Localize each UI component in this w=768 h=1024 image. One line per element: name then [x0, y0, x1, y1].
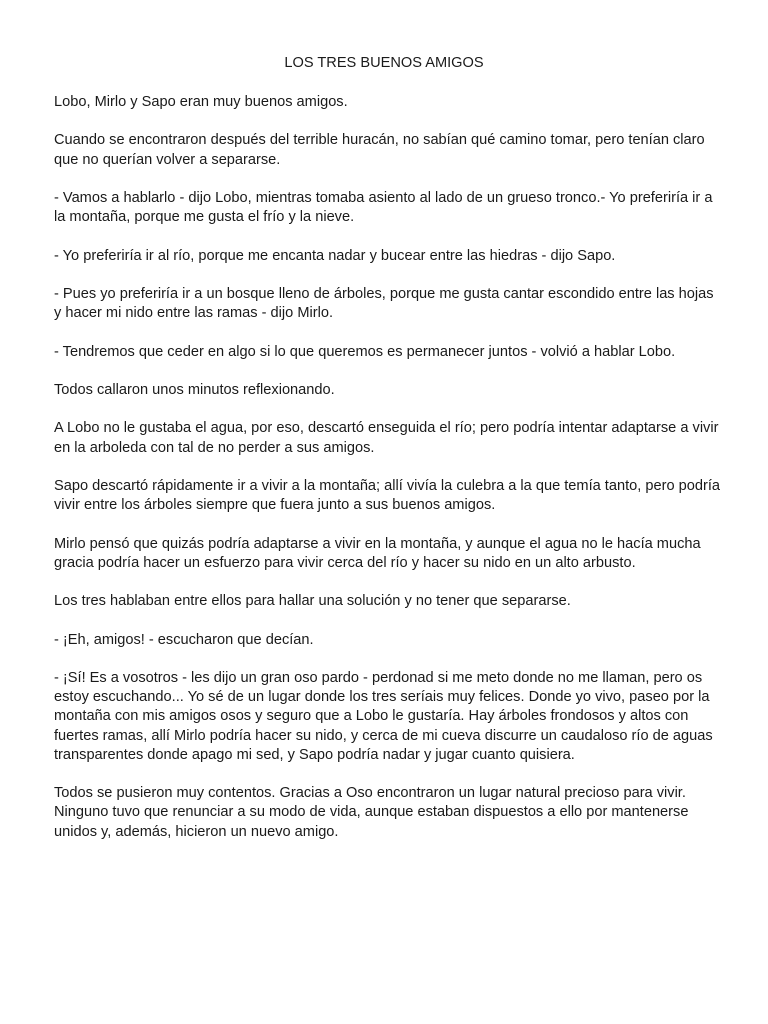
paragraph: - Vamos a hablarlo - dijo Lobo, mientras tomaba asiento al lado de un grueso tronco.- Yo preferiría ir a la montaña, porque me gusta el frío y la nieve. — [54, 189, 713, 226]
paragraph: - ¡Eh, amigos! - escucharon que decían. — [54, 631, 314, 648]
paragraph: Cuando se encontraron después del terrible huracán, no sabían qué camino tomar, pero tenían claro que no querían volver a separarse. — [54, 132, 705, 168]
paragraph: A Lobo no le gustaba el agua, por eso, descartó enseguida el río; pero podría intentar adaptarse a vivir en la arboleda con tal de no perder a sus amigos. — [54, 420, 719, 456]
paragraph: - Yo preferiría ir al río, porque me encanta nadar y bucear entre las hiedras - dijo Sapo. — [54, 247, 616, 264]
document-body — [54, 93, 724, 842]
paragraph: Todos se pusieron muy contentos. Gracias a Oso encontraron un lugar natural precioso para vivir. Ninguno tuvo que renunciar a su modo de vida, aunque estaban dispuestos a ello por mantenerse unidos y, además, hicieron un nuevo amigo. — [54, 785, 689, 840]
paragraph: Lobo, Mirlo y Sapo eran muy buenos amigos. — [54, 94, 348, 110]
paragraph: Los tres hablaban entre ellos para hallar una solución y no tener que separarse. — [54, 593, 571, 610]
paragraph: - Tendremos que ceder en algo si lo que queremos es permanecer juntos - volvió a hablar Lobo. — [54, 343, 676, 360]
paragraph: Mirlo pensó que quizás podría adaptarse a vivir en la montaña, y aunque el agua no le hacía mucha gracia podría hacer un esfuerzo para vivir cerca del río y hacer su nido en un alto arbusto. — [54, 535, 701, 571]
paragraph: Sapo descartó rápidamente ir a vivir a la montaña; allí vivía la culebra a la que temía tanto, pero podría vivir entre los árboles siempre que fuera junto a sus buenos amigos. — [54, 477, 721, 514]
paragraph: - Pues yo preferiría ir a un bosque lleno de árboles, porque me gusta cantar escondido entre las hojas y hacer mi nido entre las ramas - dijo Mirlo. — [54, 285, 714, 322]
document-title: LOS TRES BUENOS AMIGOS — [284, 55, 484, 71]
paragraph: - ¡Sí! Es a vosotros - les dijo un gran oso pardo - perdonad si me meto donde no me llaman, pero os estoy escuchando... Yo sé de un lugar donde los tres seríais muy felices. Donde yo vivo, paseo por la montaña con mis amigos osos y seguro que a Lobo le gustaría. Hay árboles frondosos y altos con fuertes ramas, allí Mirlo podría hacer su nido, y cerca de mi cueva discurre un caudaloso río de aguas transparentes donde apago mi sed, y Sapo podría nadar y jugar cuanto quisiera. — [54, 669, 713, 763]
paragraph: Todos callaron unos minutos reflexionando. — [54, 381, 335, 398]
